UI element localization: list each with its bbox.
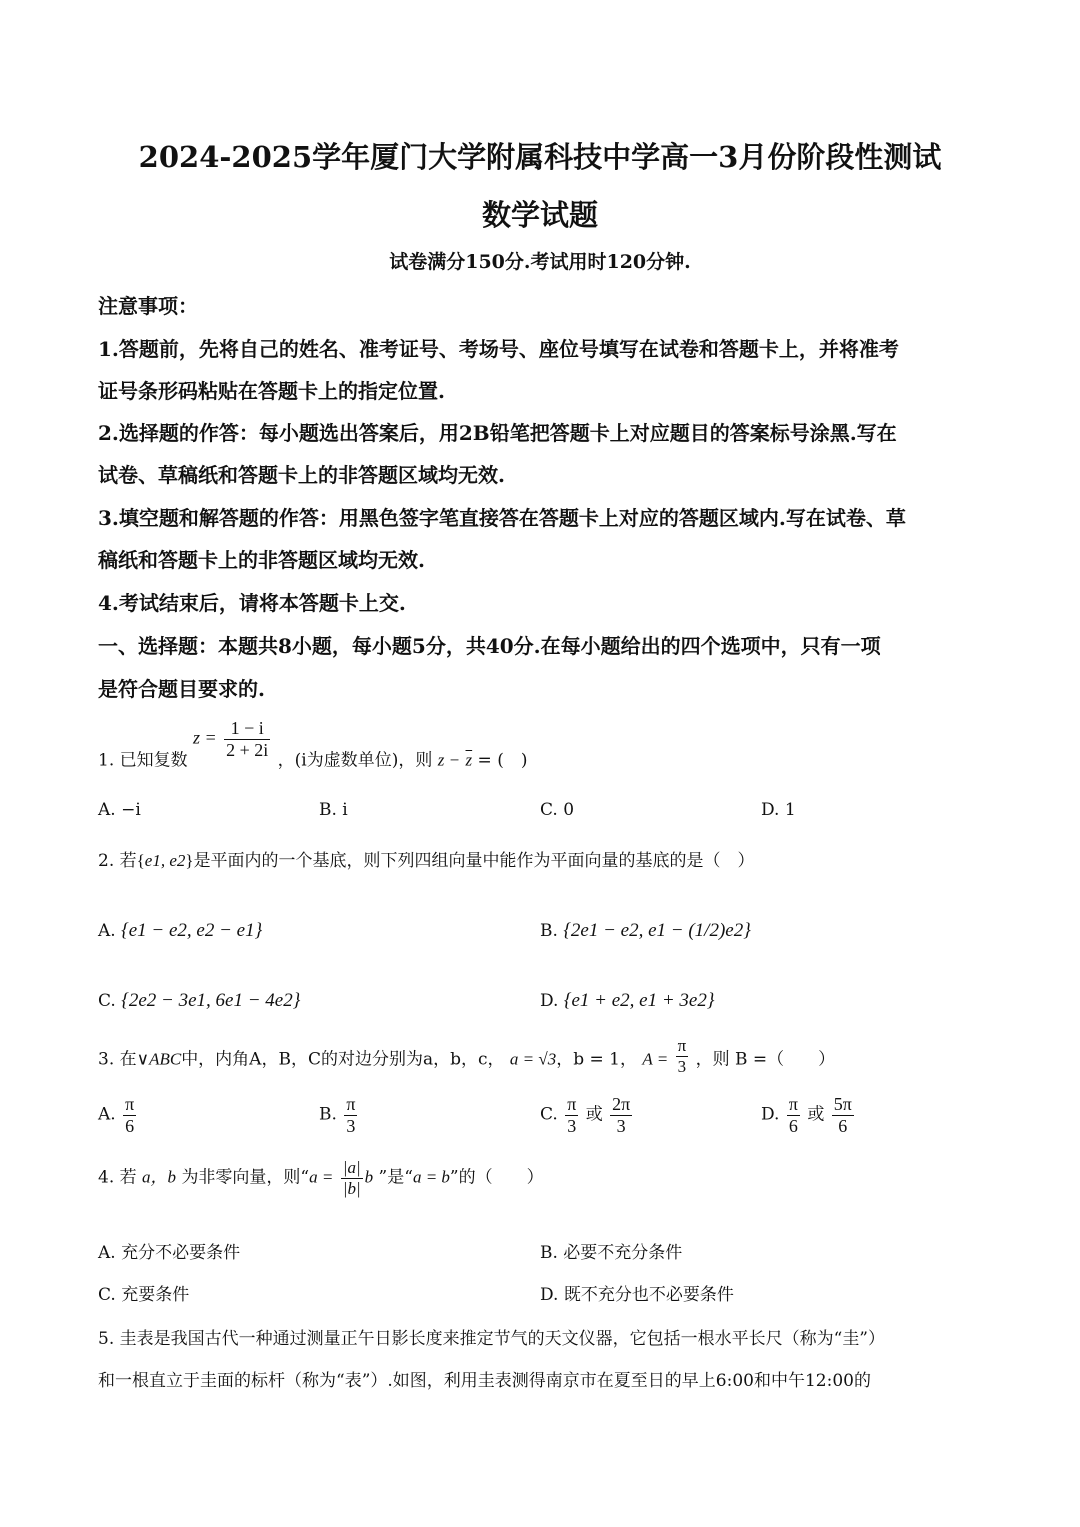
section-heading-cont: 是符合题目要求的.	[98, 677, 265, 701]
exam-title: 2024-2025学年厦门大学附属科技中学高一3月份阶段性测试	[138, 140, 942, 174]
exam-subtitle: 数学试题	[481, 198, 598, 232]
note-line: 2.选择题的作答：每小题选出答案后，用2B铅笔把答题卡上对应题目的答案标号涂黑.写在	[98, 421, 897, 445]
q2-basis-set: {e1, e2}	[136, 851, 194, 870]
q1-fraction: $\frac{1 - i}{2 + 2i}$	[226, 718, 269, 760]
q3-option-b: B. $\frac{\pi}{3}$	[319, 1094, 356, 1136]
question-2: 2. 若{e1, e2}是平面内的一个基底，则下列四组向量中能作为平面向量的基底的是（ ）	[98, 851, 755, 871]
q4-option-a: A. 充分不必要条件	[98, 1243, 241, 1263]
section-heading: 一、选择题：本题共8小题，每小题5分，共40分.在每小题给出的四个选项中，只有一项	[98, 634, 881, 658]
q4-option-d: D. 既不充分也不必要条件	[540, 1285, 734, 1305]
q1-option-b: B. i	[319, 800, 348, 820]
q1-option-d: D. 1	[761, 800, 796, 820]
q2-option-b: B. {2e1 − e2, e1 − (1/2)e2}	[540, 920, 751, 941]
note-line: 1.答题前，先将自己的姓名、准考证号、考场号、座位号填写在试卷和答题卡上，并将准考	[98, 337, 899, 361]
note-line: 证号条形码粘贴在答题卡上的指定位置.	[98, 379, 445, 403]
note-line: 4.考试结束后，请将本答题卡上交.	[98, 591, 406, 615]
question-4: 4. 若 a，b 为非零向量，则“a = $\frac{|a|}{|b|}$ b ”是“a = b”的（ ）	[98, 1158, 544, 1198]
q2-option-d: D. {e1 + e2, e1 + 3e2}	[540, 990, 715, 1011]
q1-option-c: C. 0	[540, 800, 575, 820]
question-5-cont: 和一根直立于圭面的标杆（称为“表”）.如图，利用圭表测得南京市在夏至日的早上6:00和中午12:00的	[98, 1371, 871, 1391]
note-line: 试卷、草稿纸和答题卡上的非答题区域均无效.	[98, 463, 505, 487]
q2-option-c: C. {2e2 − 3e1, 6e1 − 4e2}	[98, 990, 301, 1011]
note-line: 3.填空题和解答题的作答：用黑色签字笔直接答在答题卡上对应的答题区域内.写在试卷、草	[98, 506, 906, 530]
q3-angle-fraction: $\frac{\pi}{3}$	[677, 1036, 687, 1076]
q3-option-c: C. $\frac{\pi}{3}$ 或 $\frac{2\pi}{3}$	[540, 1094, 631, 1136]
q3-option-a: A. $\frac{\pi}{6}$	[98, 1094, 135, 1136]
q4-fraction: $\frac{|a|}{|b|}$	[342, 1158, 361, 1198]
q2-option-a: A. {e1 − e2, e2 − e1}	[98, 920, 263, 941]
exam-info: 试卷满分150分.考试用时120分钟.	[389, 251, 691, 273]
note-line: 稿纸和答题卡上的非答题区域均无效.	[98, 548, 425, 572]
question-5: 5. 圭表是我国古代一种通过测量正午日影长度来推定节气的天文仪器，它包括一根水平长尺（称为“圭”）	[98, 1329, 886, 1349]
q4-option-b: B. 必要不充分条件	[540, 1243, 683, 1263]
question-1: 1. 已知复数 z = $\frac{1 - i}{2 + 2i}$ ，(i为虚数单位)，则 $z - \overline{z}$ = ( )	[98, 718, 528, 771]
question-3: 3. 在∨ABC中，内角A，B，C的对边分别为a，b，c， a = √3，b = 1， A = $\frac{\pi}{3}$ ，则 B =（ ）	[98, 1036, 836, 1076]
q4-option-c: C. 充要条件	[98, 1285, 190, 1305]
q1-option-a: A. −i	[98, 800, 141, 820]
q3-option-d: D. $\frac{\pi}{6}$ 或 $\frac{5\pi}{6}$	[761, 1094, 852, 1136]
notes-heading: 注意事项：	[98, 294, 198, 318]
